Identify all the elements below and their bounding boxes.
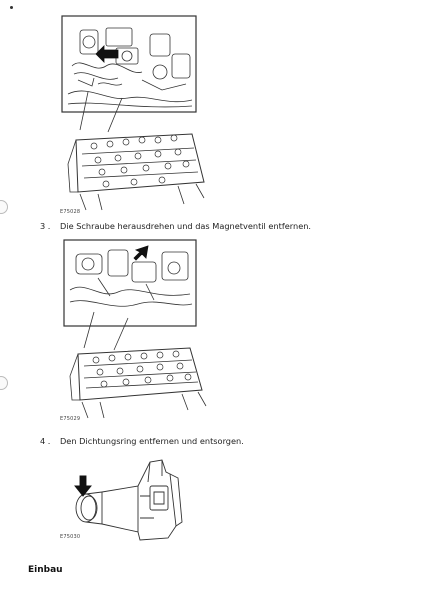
figure-solenoid-location-2 [58,238,210,424]
scan-speck [10,6,13,9]
figure-code: E75029 [60,416,81,422]
punch-hole-bottom [0,376,8,390]
figure-solenoid-location-1 [58,14,210,224]
step-number: 3 . [40,221,51,231]
figure-2-illustration [58,238,210,424]
figure-seal-ring [58,452,198,544]
step-text: Den Dichtungsring entfernen und entsorgen. [60,436,244,446]
figure-3-illustration [58,452,198,544]
step-number: 4 . [40,436,51,446]
figure-code: E75030 [60,534,81,540]
step-3 [40,221,311,231]
figure-code: E75028 [60,209,81,215]
punch-hole-top [0,200,8,214]
section-heading: Einbau [28,565,63,575]
figure-1-illustration [58,14,210,224]
step-4 [40,436,244,446]
step-text: Die Schraube herausdrehen und das Magnetventil entfernen. [60,221,312,231]
